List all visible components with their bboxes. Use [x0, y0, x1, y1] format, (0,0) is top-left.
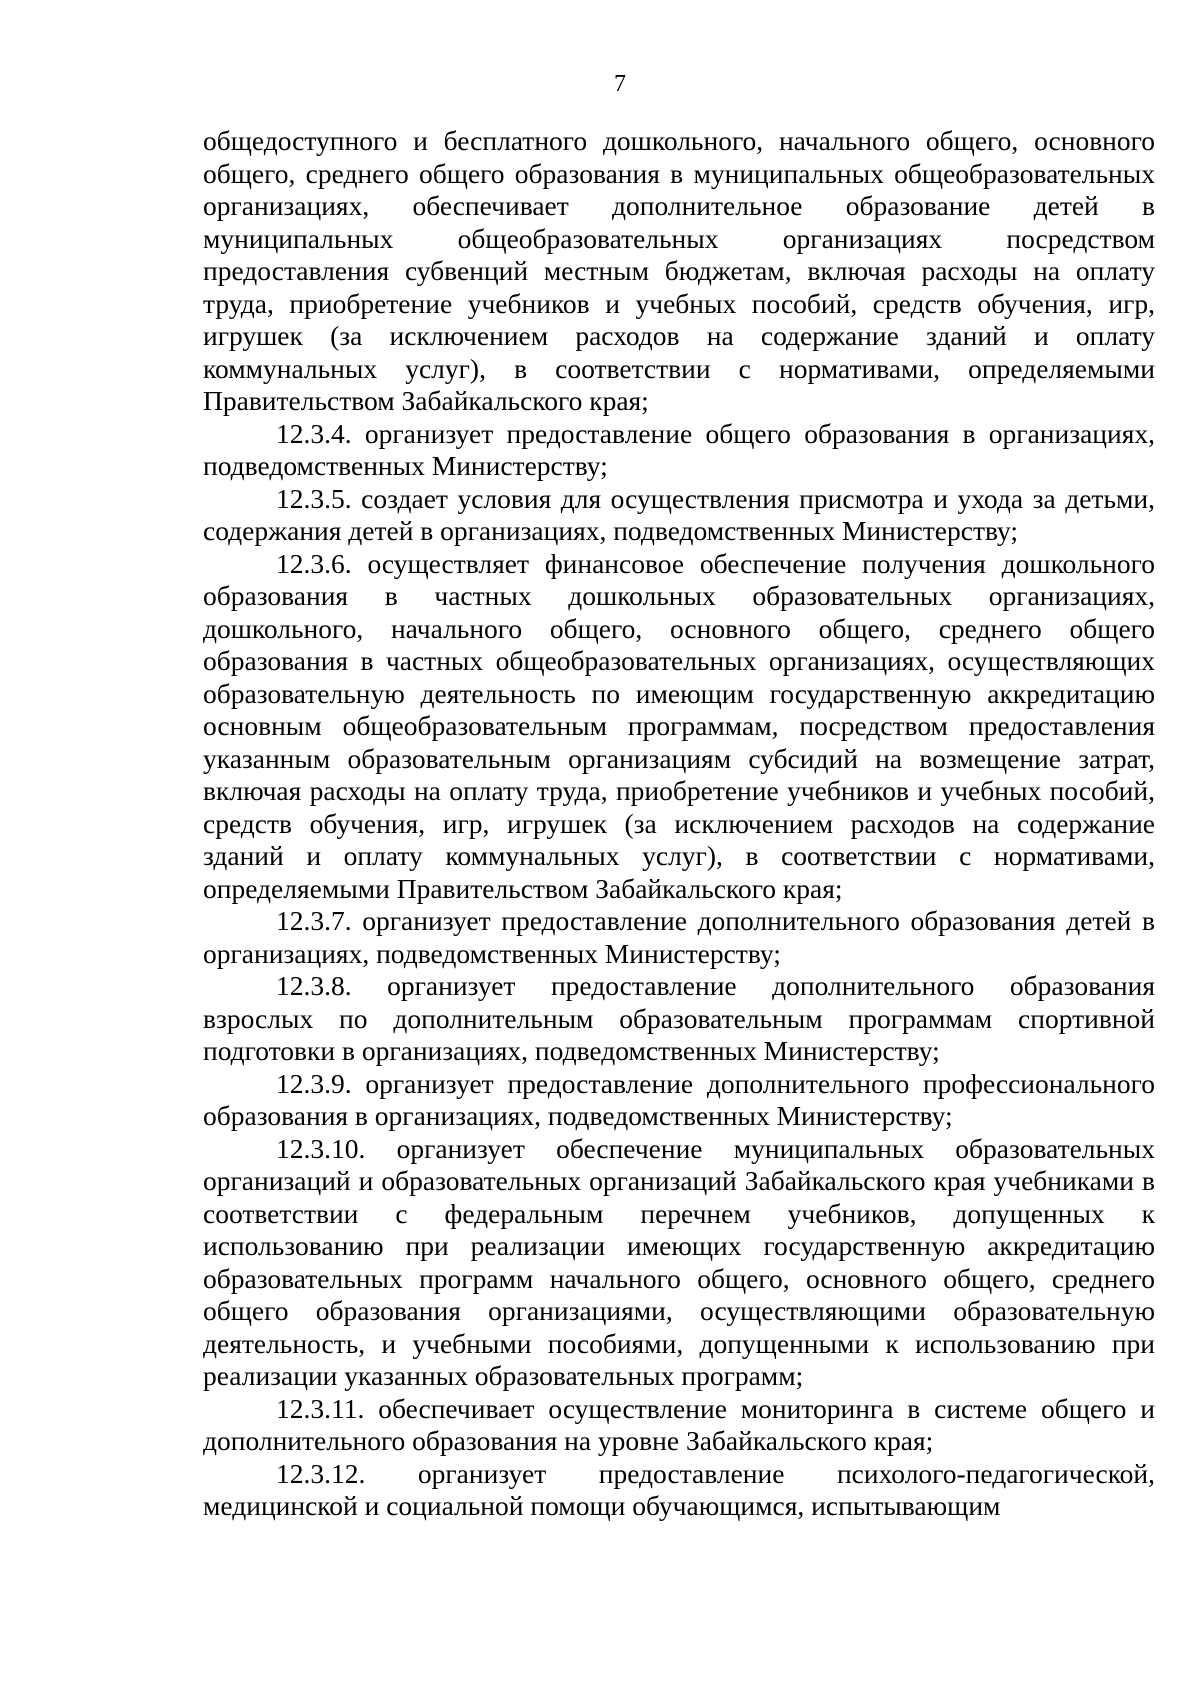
- page-number: 7: [614, 71, 626, 97]
- document-body: [203, 125, 1155, 1523]
- paragraph-12-3-4: 12.3.4. организует предоставление общего образования в организациях, подведомственных Министерству;: [203, 417, 1155, 481]
- paragraph-12-3-6: 12.3.6. осуществляет финансовое обеспечение получения дошкольного образования в частных дошкольных образовательных организациях, дошкольного, начального общего, основного общего, среднего общего образования в частных общеобразовательных организациях, осуществляющих образовательную деятельность по имеющим государственную аккредитацию основным общеобразовательным программам, посредством предоставления указанным образовательным организациям субсидий на возмещение затрат, включая расходы на оплату труда, приобретение учебников и учебных пособий, средств обучения, игр, игрушек (за исключением расходов на содержание зданий и оплату коммунальных услуг), в соответствии с нормативами, определяемыми Правительством Забайкальского края;: [203, 547, 1155, 904]
- paragraph-12-3-11: 12.3.11. обеспечивает осуществление мониторинга в системе общего и дополнительного образования на уровне Забайкальского края;: [203, 1392, 1155, 1456]
- paragraph-12-3-7: 12.3.7. организует предоставление дополнительного образования детей в организациях, подведомственных Министерству;: [203, 905, 1155, 969]
- paragraph-12-3-5: 12.3.5. создает условия для осуществления присмотра и ухода за детьми, содержания детей в организациях, подведомственных Министерству;: [203, 482, 1155, 546]
- paragraph-12-3-12: 12.3.12. организует предоставление психолого-педагогической, медицинской и социальной помощи обучающимся, испытывающим: [203, 1457, 1155, 1521]
- paragraph-12-3-10: 12.3.10. организует обеспечение муниципальных образовательных организаций и образовательных организаций Забайкальского края учебниками в соответствии с федеральным перечнем учебников, допущенных к использованию при реализации имеющих государственную аккредитацию образовательных программ начального общего, основного общего, среднего общего образования организациями, осуществляющими образовательную деятельность, и учебными пособиями, допущенными к использованию при реализации указанных образовательных программ;: [203, 1132, 1155, 1391]
- paragraph-continuation: общедоступного и бесплатного дошкольного, начального общего, основного общего, среднего общего образования в муниципальных общеобразовательных организациях, обеспечивает дополнительное образование детей в муниципальных общеобразовательных организациях посредством предоставления субвенций местным бюджетам, включая расходы на оплату труда, приобретение учебников и учебных пособий, средств обучения, игр, игрушек (за исключением расходов на содержание зданий и оплату коммунальных услуг), в соответствии с нормативами, определяемыми Правительством Забайкальского края;: [203, 125, 1155, 416]
- paragraph-12-3-8: 12.3.8. организует предоставление дополнительного образования взрослых по дополнительным образовательным программам спортивной подготовки в организациях, подведомственных Министерству;: [203, 970, 1155, 1066]
- paragraph-12-3-9: 12.3.9. организует предоставление дополнительного профессионального образования в организациях, подведомственных Министерству;: [203, 1067, 1155, 1131]
